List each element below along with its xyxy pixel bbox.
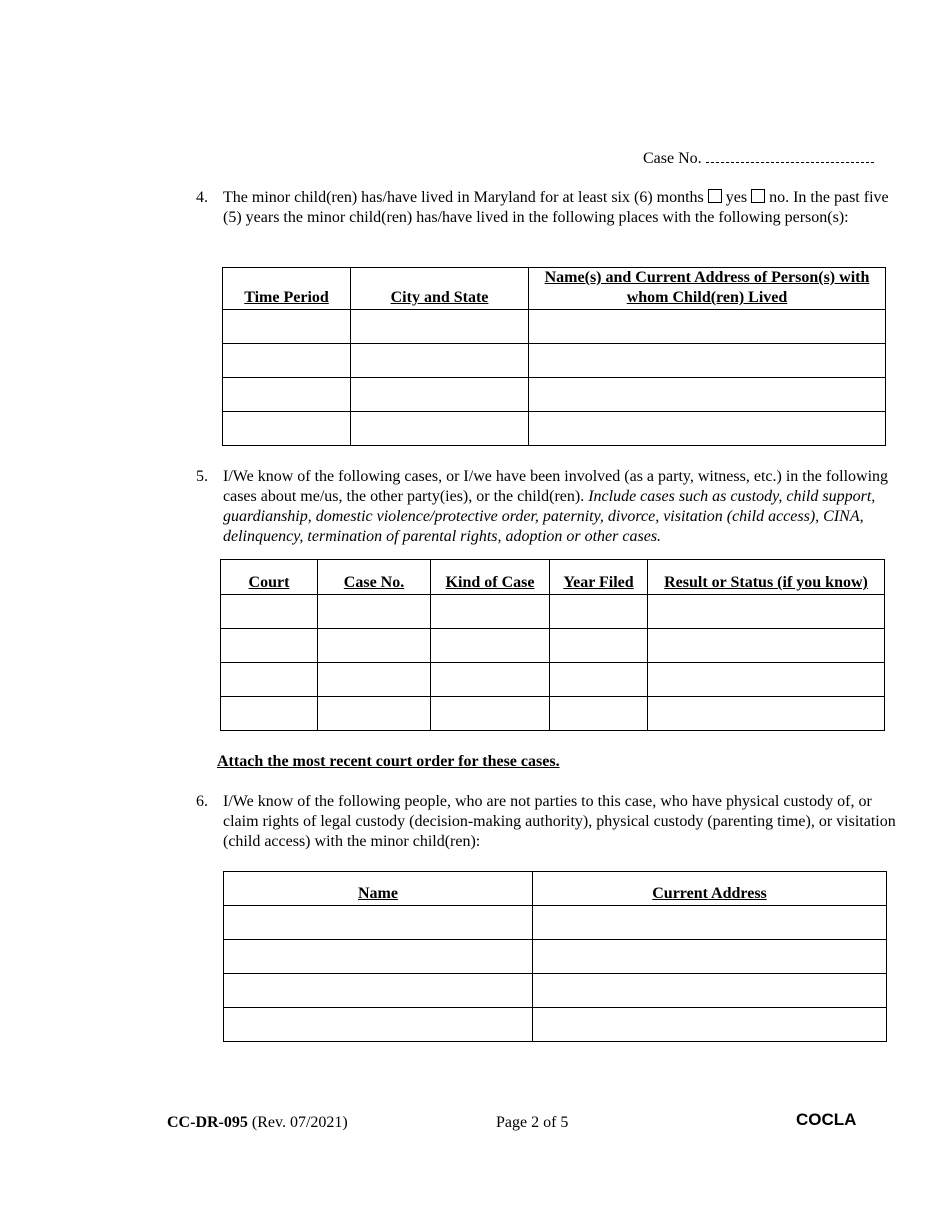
cell[interactable] [431, 697, 550, 731]
cell[interactable] [648, 595, 885, 629]
cell[interactable] [529, 344, 886, 378]
form-id [167, 1114, 348, 1132]
col-current-address: Current Address [533, 872, 887, 906]
cell[interactable] [529, 310, 886, 344]
cell[interactable] [224, 906, 533, 940]
col-court: Court [221, 560, 318, 595]
residence-table [222, 267, 886, 446]
cell[interactable] [221, 697, 318, 731]
table-header-row [221, 560, 885, 595]
col-name: Name [224, 872, 533, 906]
item-6-text: I/We know of the following people, who are not parties to this case, who have physical custody of, or claim rights of legal custody (decision-making authority), physical custody (parenting time), or visitation (child access) with the minor child(ren): [223, 793, 896, 850]
table-header-row [223, 268, 886, 310]
no-label: no. In the [769, 189, 830, 206]
item-6-number: 6. [196, 793, 208, 810]
table-row [221, 595, 885, 629]
item-5-italic-text: Include cases such as custody, child support, guardianship, domestic violence/protective order, paternity, divorce, visitation (child access), CINA, delinquency, termination of parental rights, adoption or other cases. [223, 488, 876, 545]
item-6 [196, 792, 911, 852]
item-4 [196, 188, 911, 228]
cell[interactable] [648, 663, 885, 697]
table-header-row [224, 872, 887, 906]
item-4-text-b: past five (5) years the minor child(ren) has/have lived in the following places with the following person(s): [223, 189, 889, 226]
col-case-no: Case No. [318, 560, 431, 595]
cell[interactable] [223, 412, 351, 446]
cell[interactable] [533, 906, 887, 940]
page-number: Page 2 of 5 [496, 1114, 569, 1131]
item-5 [196, 467, 911, 547]
table-row [223, 344, 886, 378]
office-code: COCLA [796, 1110, 857, 1129]
cell[interactable] [318, 595, 431, 629]
table-row [224, 940, 887, 974]
cell[interactable] [550, 629, 648, 663]
cases-table [220, 559, 885, 731]
cell[interactable] [550, 663, 648, 697]
cell[interactable] [550, 595, 648, 629]
case-number-label: Case No. [643, 150, 702, 167]
item-4-text-a: The minor child(ren) has/have lived in Maryland for at least six (6) months [223, 189, 704, 206]
yes-checkbox[interactable] [708, 189, 722, 203]
cell[interactable] [318, 663, 431, 697]
cell[interactable] [550, 697, 648, 731]
table-row [221, 629, 885, 663]
col-year-filed: Year Filed [550, 560, 648, 595]
yes-label: yes [725, 189, 748, 206]
table-row [223, 310, 886, 344]
cell[interactable] [224, 1008, 533, 1042]
cell[interactable] [529, 378, 886, 412]
col-kind-of-case: Kind of Case [431, 560, 550, 595]
cell[interactable] [224, 940, 533, 974]
col-persons: Name(s) and Current Address of Person(s) with whom Child(ren) Lived [529, 268, 886, 310]
cell[interactable] [648, 697, 885, 731]
cell[interactable] [431, 629, 550, 663]
table-row [221, 663, 885, 697]
table-row [221, 697, 885, 731]
table-row [224, 906, 887, 940]
case-number-field[interactable] [706, 150, 874, 163]
form-revision: (Rev. 07/2021) [251, 1114, 348, 1131]
cell[interactable] [533, 1008, 887, 1042]
cell[interactable] [224, 974, 533, 1008]
table-row [224, 974, 887, 1008]
cell[interactable] [221, 663, 318, 697]
cell[interactable] [533, 940, 887, 974]
col-city-state: City and State [351, 268, 529, 310]
cell[interactable] [221, 595, 318, 629]
cell[interactable] [529, 412, 886, 446]
attach-note: Attach the most recent court order for these cases. [217, 753, 560, 770]
case-number [643, 150, 874, 168]
cell[interactable] [431, 663, 550, 697]
table-row [223, 412, 886, 446]
cell[interactable] [431, 595, 550, 629]
cell[interactable] [351, 344, 529, 378]
cell[interactable] [351, 412, 529, 446]
no-checkbox[interactable] [751, 189, 765, 203]
cell[interactable] [318, 629, 431, 663]
table-row [223, 378, 886, 412]
col-result-status: Result or Status (if you know) [648, 560, 885, 595]
cell[interactable] [223, 344, 351, 378]
cell[interactable] [223, 378, 351, 412]
cell[interactable] [318, 697, 431, 731]
col-time-period: Time Period [223, 268, 351, 310]
item-5-text: I/We know of the following cases, or I/we have been involved (as a party, witness, etc.) in the following cases about me/us, the other party(ies), or the child(ren). [223, 468, 889, 505]
cell[interactable] [648, 629, 885, 663]
cell[interactable] [351, 310, 529, 344]
table-row [224, 1008, 887, 1042]
cell[interactable] [223, 310, 351, 344]
custody-people-table [223, 871, 887, 1042]
cell[interactable] [351, 378, 529, 412]
item-5-number: 5. [196, 468, 208, 485]
item-4-number: 4. [196, 189, 208, 206]
cell[interactable] [533, 974, 887, 1008]
cell[interactable] [221, 629, 318, 663]
form-code: CC-DR-095 [167, 1114, 248, 1131]
